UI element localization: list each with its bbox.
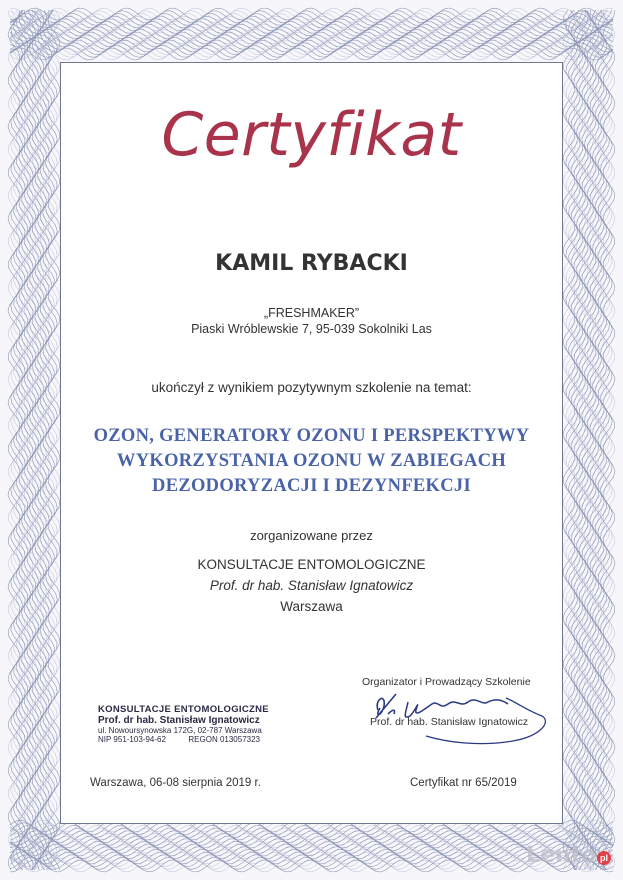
training-topic-line-3: DEZODORYZACJI I DEZYNFEKCJI: [152, 476, 471, 496]
stamp-person: Prof. dr hab. Stanisław Ignatowicz: [98, 715, 260, 726]
stamp-nip: NIP 951-103-94-62: [98, 735, 166, 744]
company-stamp: [98, 704, 269, 744]
organizer-name: KONSULTACJE ENTOMOLOGICZNE: [197, 557, 426, 572]
completion-statement: ukończył z wynikiem pozytywnym szkolenie na temat:: [151, 380, 472, 395]
training-topic-line-1: OZON, GENERATORY OZONU I PERSPEKTYWY: [93, 426, 530, 446]
training-topic-line-2: WYKORZYSTANIA OZONU W ZABIEGACH: [116, 451, 507, 471]
watermark-logo: Lento: [526, 843, 597, 868]
issue-date: Warszawa, 06-08 sierpnia 2019 r.: [90, 777, 261, 789]
handwritten-signature: [356, 680, 556, 750]
recipient-company: „FRESHMAKER”: [263, 306, 360, 320]
organizer-person: Prof. dr hab. Stanisław Ignatowicz: [209, 578, 414, 593]
organized-by-label: zorganizowane przez: [250, 528, 373, 543]
certificate-number: Certyfikat nr 65/2019: [410, 777, 517, 789]
recipient-address: Piaski Wróblewskie 7, 95-039 Sokolniki Las: [191, 322, 432, 336]
watermark-badge: pl: [597, 851, 611, 865]
stamp-company: KONSULTACJE ENTOMOLOGICZNE: [98, 704, 269, 715]
signature-name: Prof. dr hab. Stanisław Ignatowicz: [370, 716, 529, 728]
recipient-name: KAMIL RYBACKI: [215, 251, 408, 276]
stamp-regon: REGON 013057323: [188, 735, 260, 744]
certificate-title: Certyfikat: [161, 100, 462, 170]
signature-label: Organizator i Prowadzący Szkolenie: [362, 676, 531, 688]
stamp-address: ul. Nowoursynowska 172G, 02-787 Warszawa: [98, 726, 262, 735]
organizer-city: Warszawa: [280, 599, 343, 614]
